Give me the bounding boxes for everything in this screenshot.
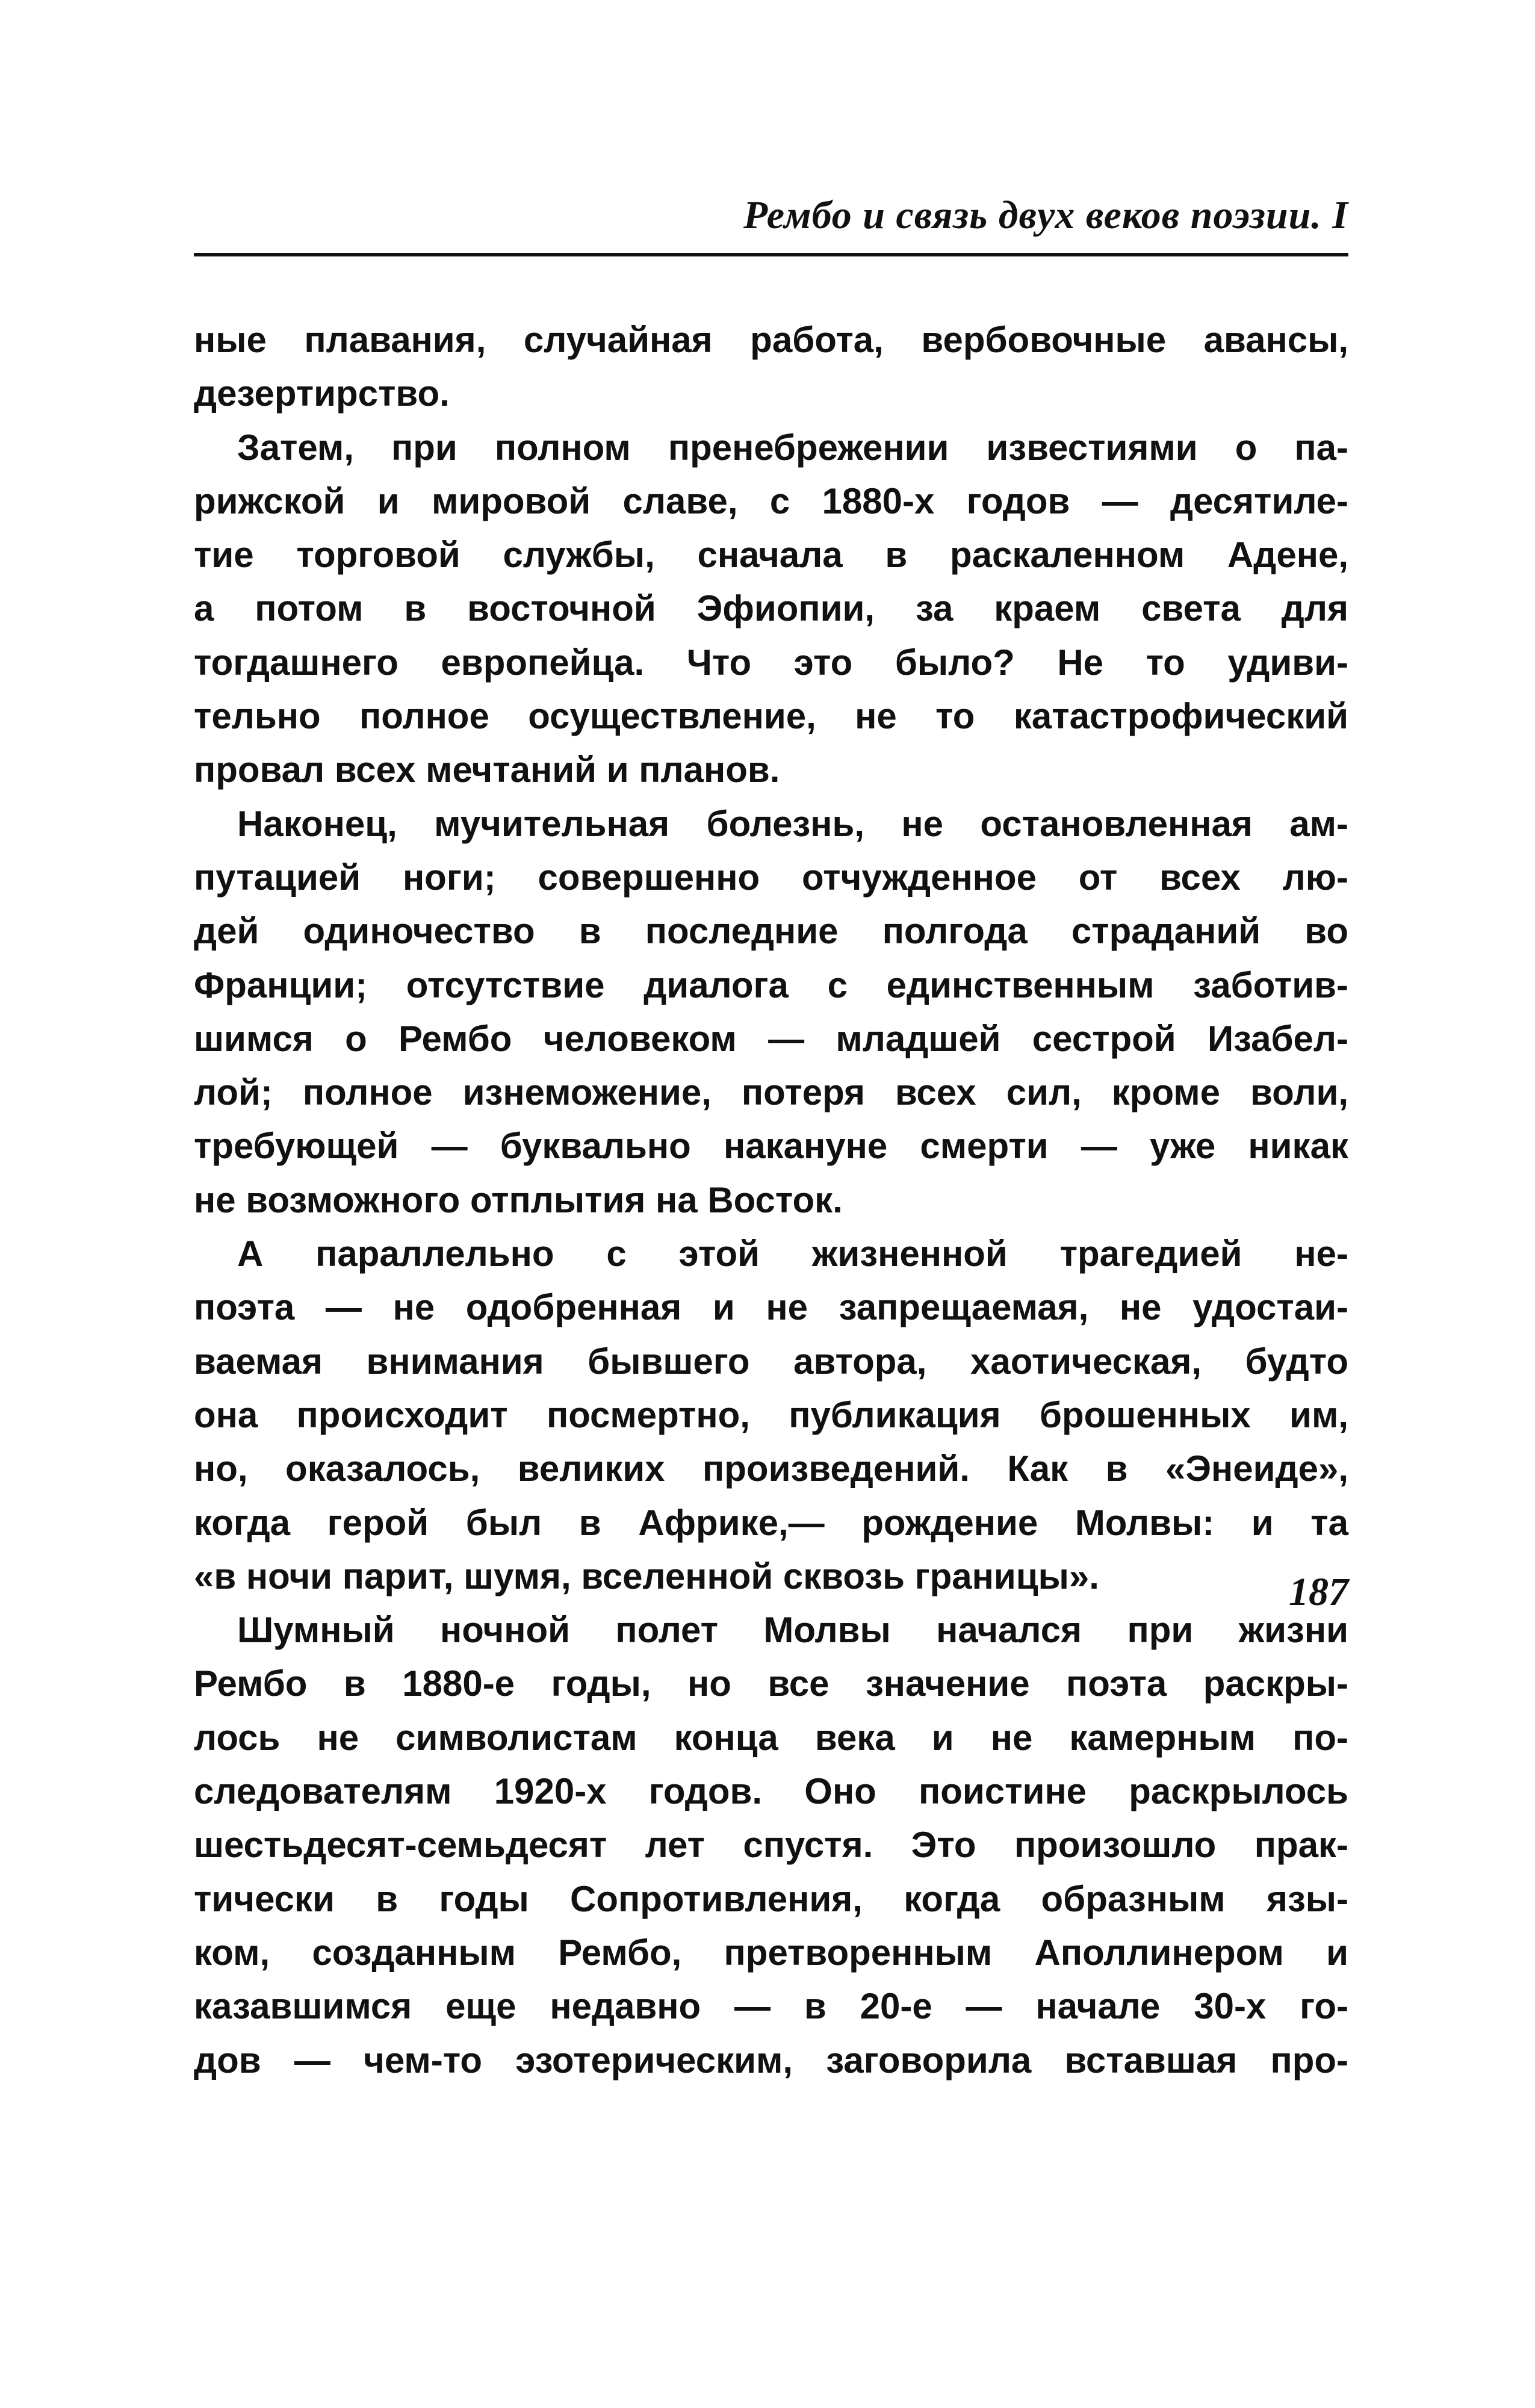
text-line: дов — чем-то эзотерическим, заговорила вставшая про- — [194, 2040, 1348, 2081]
text-line: «в ночи парит, шумя, вселенной сквозь границы». — [194, 1556, 1099, 1597]
running-head: Рембо и связь двух веков поэзии. I — [743, 193, 1348, 237]
text-line: когда герой был в Африке,— рождение Молвы: и та — [194, 1502, 1348, 1543]
text-line: рижской и мировой славе, с 1880-х годов — десятиле- — [194, 480, 1348, 521]
text-line: требующей — буквально накануне смерти — уже никак — [194, 1126, 1348, 1167]
text-line: ваемая внимания бывшего автора, хаотическая, будто — [194, 1341, 1348, 1382]
text-line: но, оказалось, великих произведений. Как в «Энеиде», — [194, 1448, 1348, 1489]
body-text — [194, 313, 1348, 2087]
text-line: Франции; отсутствие диалога с единственным заботив- — [194, 964, 1348, 1005]
text-line: провал всех мечтаний и планов. — [194, 749, 780, 790]
text-line: Рембо в 1880-е годы, но все значение поэта раскры- — [194, 1663, 1348, 1704]
text-line: лой; полное изнеможение, потеря всех сил, кроме воли, — [194, 1072, 1348, 1113]
text-line: ные плавания, случайная работа, вербовочные авансы, — [194, 320, 1348, 360]
text-line: следователям 1920-х годов. Оно поистине раскрылось — [194, 1771, 1348, 1812]
text-line: а потом в восточной Эфиопии, за краем света для — [194, 588, 1348, 629]
text-line: ком, созданным Рембо, претворенным Аполлинером и — [194, 1932, 1348, 1973]
page-number: 187 — [1289, 1570, 1348, 1614]
text-line: дей одиночество в последние полгода страданий во — [194, 911, 1348, 952]
text-line: путацией ноги; совершенно отчужденное от всех лю- — [194, 857, 1348, 898]
header-rule — [194, 253, 1348, 256]
text-line: тогдашнего европейца. Что это было? Не то удиви- — [194, 642, 1348, 683]
text-line: шимся о Рембо человеком — младшей сестрой Изабел- — [194, 1018, 1348, 1059]
text-line: Наконец, мучительная болезнь, не остановленная ам- — [237, 803, 1348, 844]
text-line: она происходит посмертно, публикация брошенных им, — [194, 1394, 1348, 1435]
text-line: тельно полное осуществление, не то катастрофический — [194, 696, 1348, 737]
text-line: дезертирство. — [194, 373, 450, 414]
text-line: Шумный ночной полет Молвы начался при жизни — [237, 1610, 1348, 1651]
text-line: Затем, при полном пренебрежении известиями о па- — [237, 427, 1348, 468]
text-line: А параллельно с этой жизненной трагедией не- — [237, 1233, 1348, 1274]
text-line: лось не символистам конца века и не камерным по- — [194, 1717, 1348, 1758]
text-line: шестьдесят-семьдесят лет спустя. Это произошло прак- — [194, 1825, 1348, 1866]
text-line: тически в годы Сопротивления, когда образным язы- — [194, 1878, 1348, 1919]
text-line: поэта — не одобренная и не запрещаемая, не удостаи- — [194, 1287, 1348, 1328]
text-line: не возможного отплытия на Восток. — [194, 1179, 843, 1220]
text-line: тие торговой службы, сначала в раскаленном Адене, — [194, 535, 1348, 576]
text-line: казавшимся еще недавно — в 20-е — начале 30-х го- — [194, 1986, 1348, 2027]
